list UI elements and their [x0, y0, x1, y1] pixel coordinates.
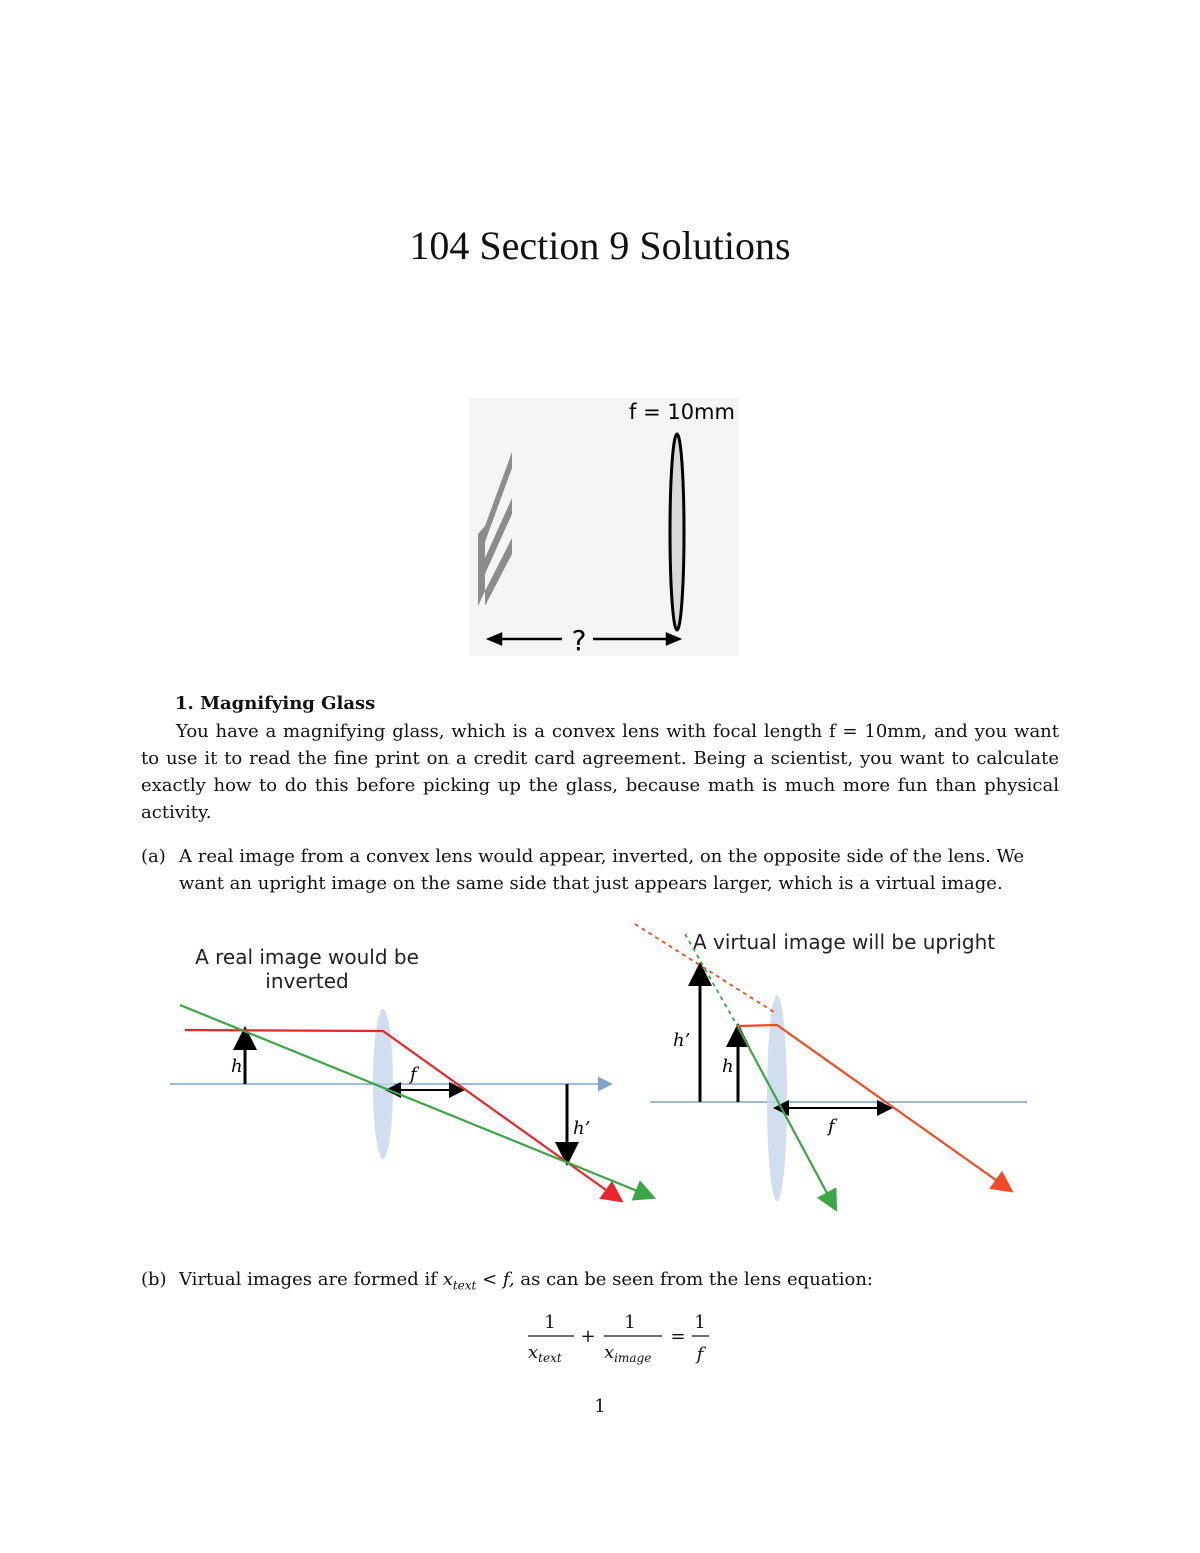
page-number: 1: [594, 1396, 606, 1417]
red-ray: [185, 1030, 620, 1200]
object-height-label: h: [722, 1056, 734, 1077]
part-b-text: [179, 1266, 1059, 1300]
x-sub: text: [452, 1278, 477, 1293]
part-b-text-before: Virtual images are formed if: [179, 1269, 437, 1290]
focal-length-label: f: [828, 1116, 835, 1137]
ray-diagrams: [165, 912, 1040, 1217]
focal-length-label: f: [410, 1064, 417, 1085]
problem-heading: [175, 693, 375, 714]
magnifier-figure: [469, 398, 739, 656]
part-a-label: (a): [141, 846, 166, 867]
green-ray: [738, 1027, 835, 1208]
eq-den-2: $x_{image}$: [604, 1342, 652, 1365]
figure-background: [469, 398, 739, 656]
eq-den-1: $x_{text}$: [528, 1342, 562, 1365]
part-b-label: (b): [141, 1269, 167, 1290]
virtual-height-label: h’: [673, 1030, 691, 1051]
problem-intro: You have a magnifying glass, which is a convex lens with focal length f = 10mm, and you want to use it to read the fine print on a credit card agreement. Being a scientist, you want to calculate exactly how to do this before picking up the glass, because math is much more fun than physical activity.: [141, 721, 1059, 823]
x-var: x: [442, 1269, 453, 1290]
eq-num-2: 1: [624, 1312, 636, 1333]
real-image-diagram: [170, 945, 652, 1200]
virtual-image-diagram: [635, 924, 1027, 1208]
eq-plus: +: [580, 1326, 596, 1347]
page-title: 104 Section 9 Solutions: [409, 223, 791, 268]
focal-length-label: f = 10mm: [629, 400, 735, 424]
lens-equation: [520, 1308, 720, 1370]
eq-num-3: 1: [694, 1312, 706, 1333]
real-image-title-line1: A real image would be: [195, 945, 419, 969]
eq-equals: =: [670, 1326, 686, 1347]
part-b-text-after: as can be seen from the lens equation:: [520, 1269, 873, 1290]
less-than-f: < f,: [476, 1269, 515, 1290]
problem-number: 1.: [175, 693, 194, 714]
problem-title: Magnifying Glass: [200, 693, 376, 714]
eq-num-1: 1: [544, 1312, 556, 1333]
image-height-label: h’: [573, 1118, 591, 1139]
distance-label: ?: [571, 624, 587, 656]
virtual-image-title: A virtual image will be upright: [693, 930, 996, 954]
real-image-title-line2: inverted: [265, 969, 349, 993]
part-a-text: A real image from a convex lens would appear, inverted, on the opposite side of the lens. We want an upright image on the same side that just appears larger, which is a virtual image.: [179, 846, 1025, 894]
green-ray: [180, 1005, 652, 1197]
object-height-label: h: [231, 1056, 243, 1077]
lens-shape: [670, 434, 684, 630]
eq-den-3: f: [696, 1344, 704, 1365]
